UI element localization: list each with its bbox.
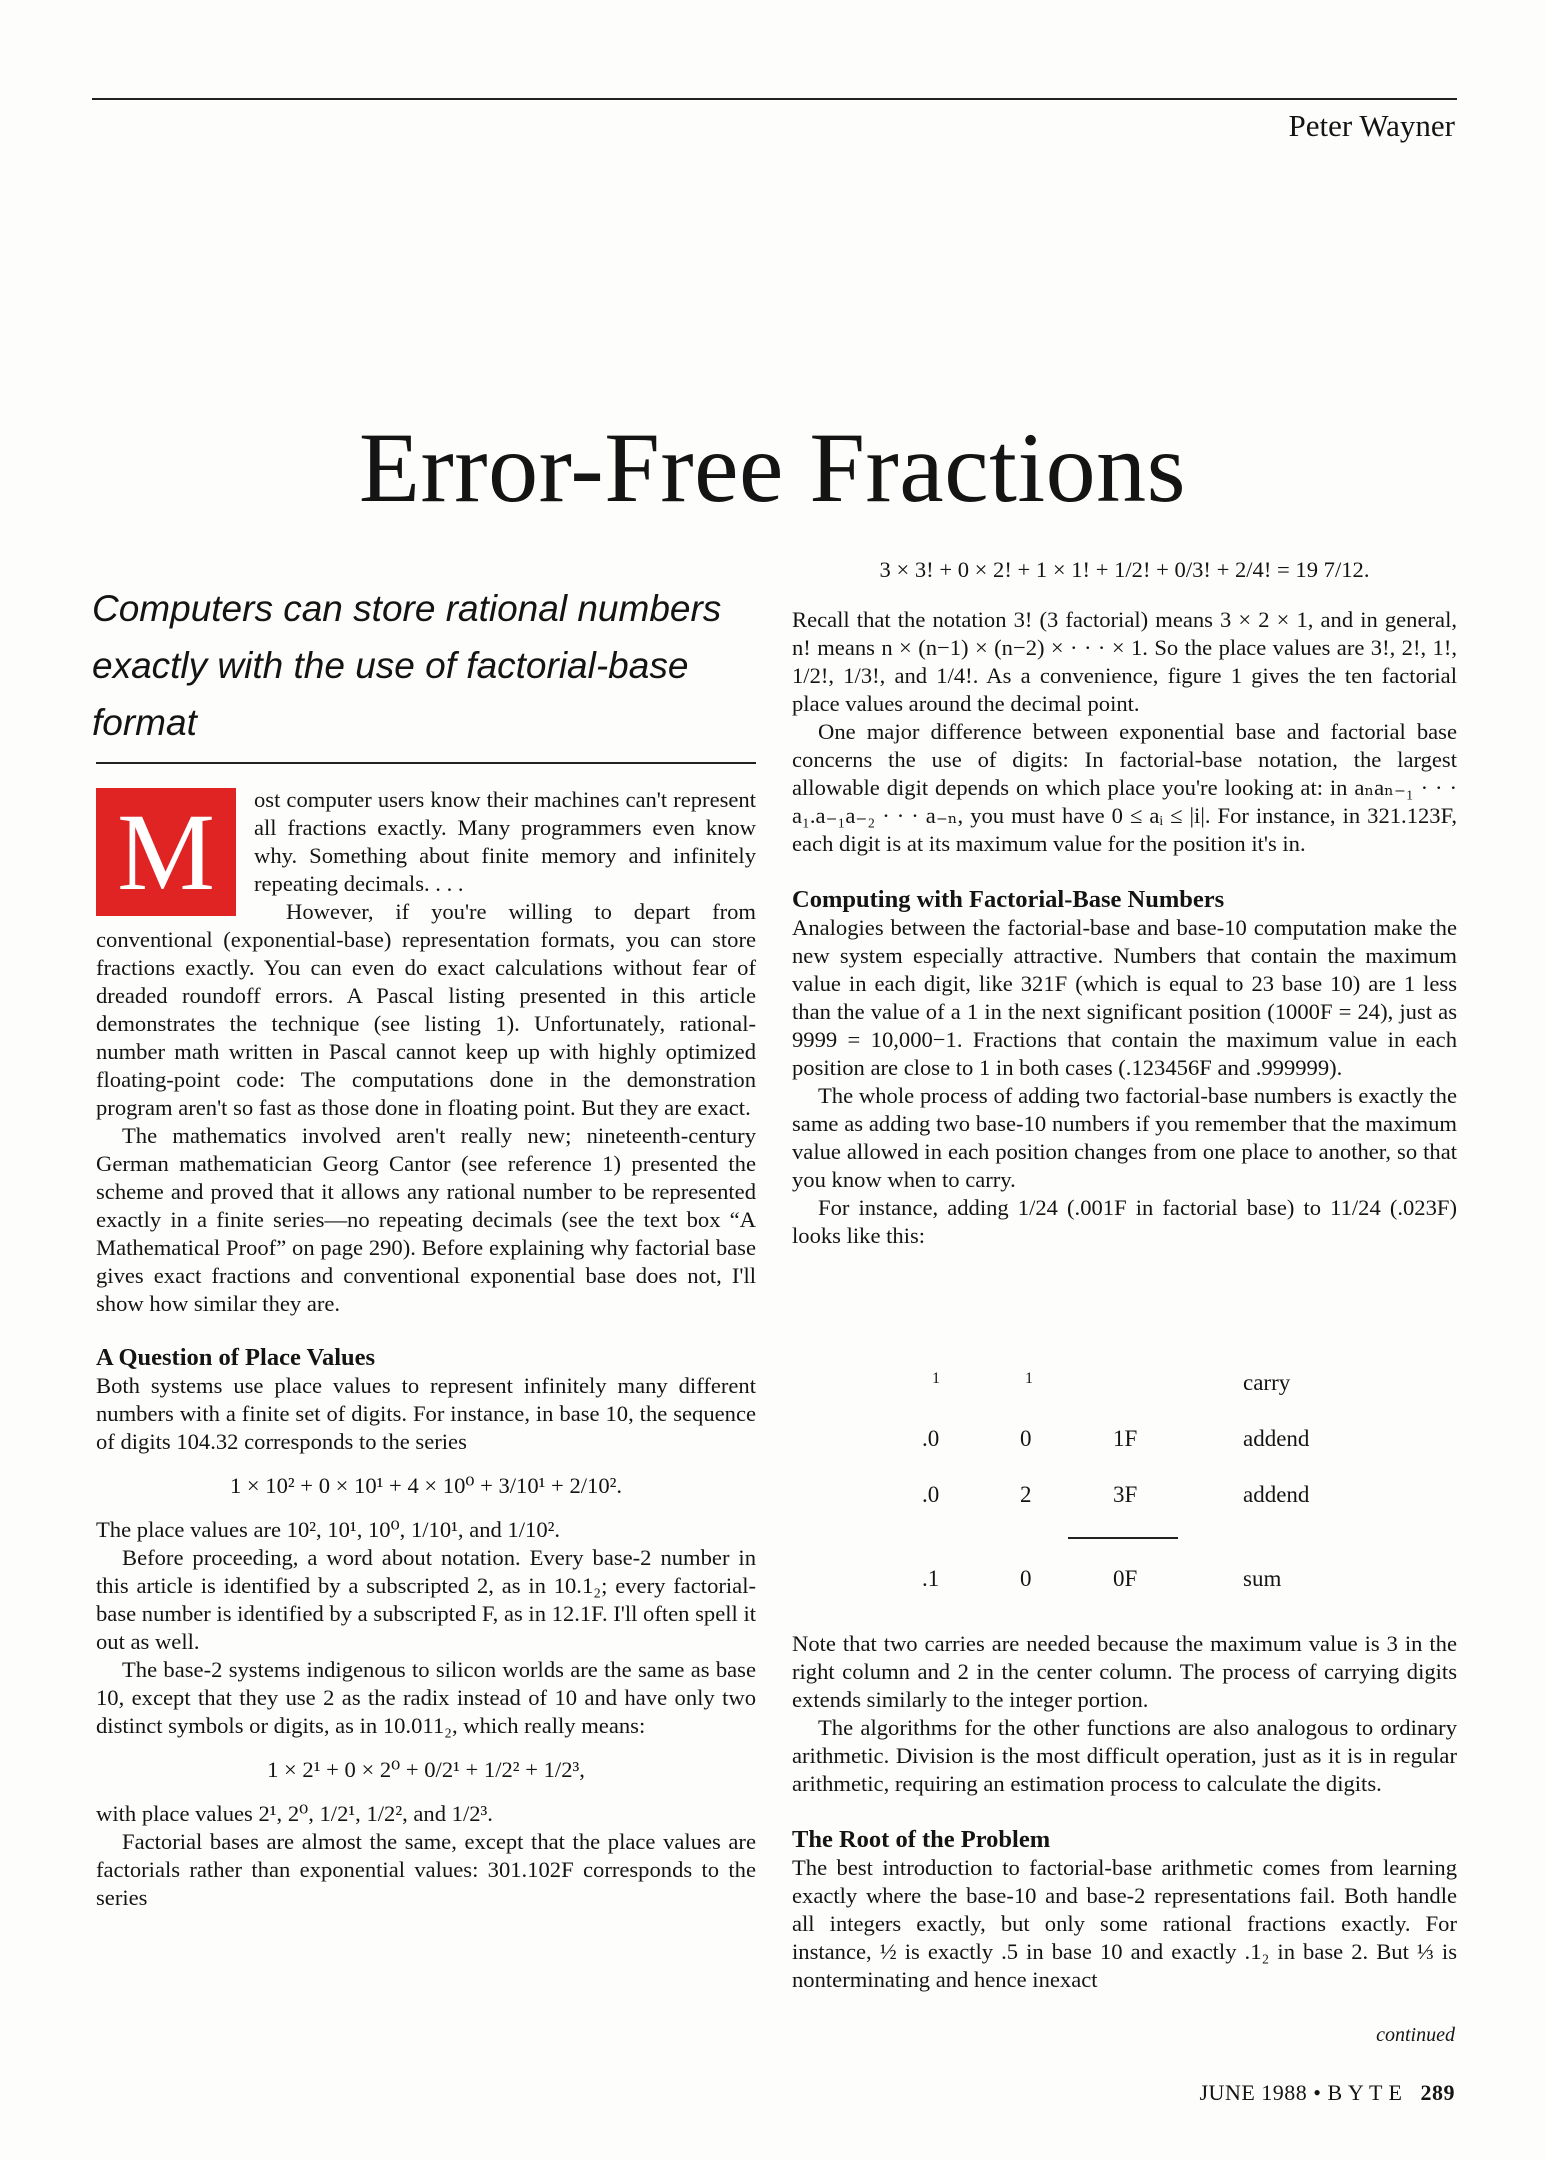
addend2-digit-2: 2 <box>1020 1482 1032 1507</box>
row-label-addend-2: addend <box>1243 1482 1310 1507</box>
footer-issue: JUNE 1988 • B Y T E <box>1199 2080 1403 2105</box>
author-name: Peter Wayner <box>1288 108 1455 143</box>
equation-base10: 1 × 10² + 0 × 10¹ + 4 × 10⁰ + 3/10¹ + 2/10². <box>229 1473 623 1498</box>
sum-rule <box>1068 1537 1178 1539</box>
footer-page-number: 289 <box>1420 2080 1455 2105</box>
paragraph-recall: Recall that the notation 3! (3 factorial) means 3 × 2 × 1, and in general, n! means n × (n−1) × (n−2) × · · · × 1. So the place values are 3!, 2!, 1!, 1/2!, 1/3!, and 1/4!. As a convenience, figure 1 gives the ten factorial place values around the decimal point. <box>792 607 1457 716</box>
heading-computing: Computing with Factorial-Base Numbers <box>792 886 1225 913</box>
equation-base2: 1 × 2¹ + 0 × 2⁰ + 0/2¹ + 1/2² + 1/2³, <box>267 1757 585 1782</box>
carry-digit-2: 1 <box>1025 1370 1033 1387</box>
row-label-carry: carry <box>1243 1370 1291 1395</box>
paragraph-analogies: Analogies between the factorial-base and base-10 computation make the new system especially attractive. Numbers that contain the maximum value in each digit, like 321F (which is equal to 23 base 10) are 1 less than the value of a 1 in the next significant position (1000F = 24), just as 9999 = 10,000−1. Fractions that contain the maximum value in each position are close to 1 in both cases (.123456F and .999999). <box>792 915 1457 1080</box>
intro-text-2: However, if you're willing to depart from conventional (exponential-base) representation formats, you can store fractions exactly. You can even do exact calculations without fear of dreaded roundoff errors. A Pascal listing presented in this article demonstrates the technique (see listing 1). Unfortunately, rational-number math written in Pascal cannot keep up with highly optimized floating-point code: The computations done in the demonstration program aren't so fast as those done in floating point. But they are exact. <box>96 899 756 1120</box>
right-column <box>792 556 1457 1250</box>
row-label-addend-1: addend <box>1243 1426 1310 1451</box>
addition-row-carry <box>870 1370 1430 1400</box>
heading-place-values: A Question of Place Values <box>96 1344 376 1371</box>
addend1-digit-1: .0 <box>922 1426 940 1451</box>
intro-text-1: ost computer users know their machines can't represent all fractions exactly. Many programmers even know why. Something about finite memory and infinitely repeating decimals. . . . <box>254 787 756 896</box>
header-rule <box>92 98 1457 100</box>
drop-cap: M <box>96 788 236 916</box>
right-column-lower <box>792 1630 1457 1994</box>
paragraph-base2: The base-2 systems indigenous to silicon worlds are the same as base 10, except that they use 2 as the radix instead of 10 and have only two distinct symbols or digits, as in 10.011₂, which really means: <box>96 1657 756 1738</box>
equation-factorial: 3 × 3! + 0 × 2! + 1 × 1! + 1/2! + 0/3! + 2/4! = 19 7/12. <box>879 557 1370 582</box>
addition-row-addend-2 <box>870 1482 1430 1512</box>
addend2-digit-3: 3F <box>1113 1482 1138 1507</box>
continued-label: continued <box>1376 2024 1455 2046</box>
addition-row-addend-1 <box>870 1426 1430 1456</box>
addend1-digit-2: 0 <box>1020 1426 1032 1451</box>
paragraph-factorial: Factorial bases are almost the same, except that the place values are factorials rather than exponential values: 301.102F corresponds to the series <box>96 1829 756 1910</box>
paragraph-mathematics: The mathematics involved aren't really new; nineteenth-century German mathematician Georg Cantor (see reference 1) presented the scheme and proved that it allows any rational number to be represented exactly in a finite series—no repeating decimals (see the text box “A Mathematical Proof” on page 290). Before explaining why factorial base gives exact fractions and conventional exponential base does not, I'll show how similar they are. <box>96 1123 756 1316</box>
paragraph-instance: For instance, adding 1/24 (.001F in factorial base) to 11/24 (.023F) looks like this: <box>792 1195 1457 1248</box>
paragraph-major-difference: One major difference between exponential base and factorial base concerns the use of digits: In factorial-base notation, the largest allowable digit depends on which place you're looking at: in aₙaₙ₋₁ · · · a₁.a₋₁a₋₂ · · · a₋ₙ, you must have 0 ≤ aᵢ ≤ |i|. For instance, in 321.123F, each digit is at its maximum value for the position it's in. <box>792 719 1457 856</box>
sum-digit-3: 0F <box>1113 1566 1138 1591</box>
paragraph-base2-values: with place values 2¹, 2⁰, 1/2¹, 1/2², and 1/2³. <box>96 1801 493 1826</box>
row-label-sum: sum <box>1243 1566 1282 1591</box>
paragraph-root: The best introduction to factorial-base arithmetic comes from learning exactly where the base-10 and base-2 representations fail. Both handle all integers exactly, but only some rational fractions exactly. For instance, ½ is exactly .5 in base 10 and exactly .1₂ in base 2. But ⅓ is nonterminating and hence inexact <box>792 1855 1457 1992</box>
paragraph-note: Note that two carries are needed because the maximum value is 3 in the right column and 2 in the center column. The process of carrying digits extends similarly to the integer portion. <box>792 1631 1457 1712</box>
addend2-digit-1: .0 <box>922 1482 940 1507</box>
addend1-digit-3: 1F <box>1113 1426 1138 1451</box>
page-footer <box>1200 2080 1456 2106</box>
paragraph-place-values: Both systems use place values to represent infinitely many different numbers with a finite set of digits. For instance, in base 10, the sequence of digits 104.32 corresponds to the series <box>96 1373 756 1454</box>
sum-digit-2: 0 <box>1020 1566 1032 1591</box>
carry-digit-1: 1 <box>932 1370 940 1387</box>
paragraph-notation: Before proceeding, a word about notation. Every base-2 number in this article is identified by a subscripted 2, as in 10.1₂; every factorial-base number is identified by a subscripted F, as in 12.1F. I'll often spell it out as well. <box>96 1545 756 1654</box>
article-subtitle: Computers can store rational numbers exactly with the use of factorial-base format <box>92 588 722 743</box>
paragraph-place-values-list: The place values are 10², 10¹, 10⁰, 1/10¹, and 1/10². <box>96 1517 561 1542</box>
heading-root-problem: The Root of the Problem <box>792 1826 1051 1853</box>
article-title: Error-Free Fractions <box>358 412 1187 523</box>
addition-row-sum <box>870 1566 1430 1596</box>
intro-paragraph <box>254 786 756 898</box>
sum-digit-1: .1 <box>922 1566 940 1591</box>
paragraph-algorithms: The algorithms for the other functions are also analogous to ordinary arithmetic. Division is the most difficult operation, just as it is in regular arithmetic, requiring an estimation process to calculate the digits. <box>792 1715 1457 1796</box>
paragraph-whole-process: The whole process of adding two factorial-base numbers is exactly the same as adding two base-10 numbers if you remember that the maximum value allowed in each position changes from one place to another, so that you know when to carry. <box>792 1083 1457 1192</box>
left-column <box>96 898 756 1912</box>
subtitle-rule <box>96 762 756 764</box>
